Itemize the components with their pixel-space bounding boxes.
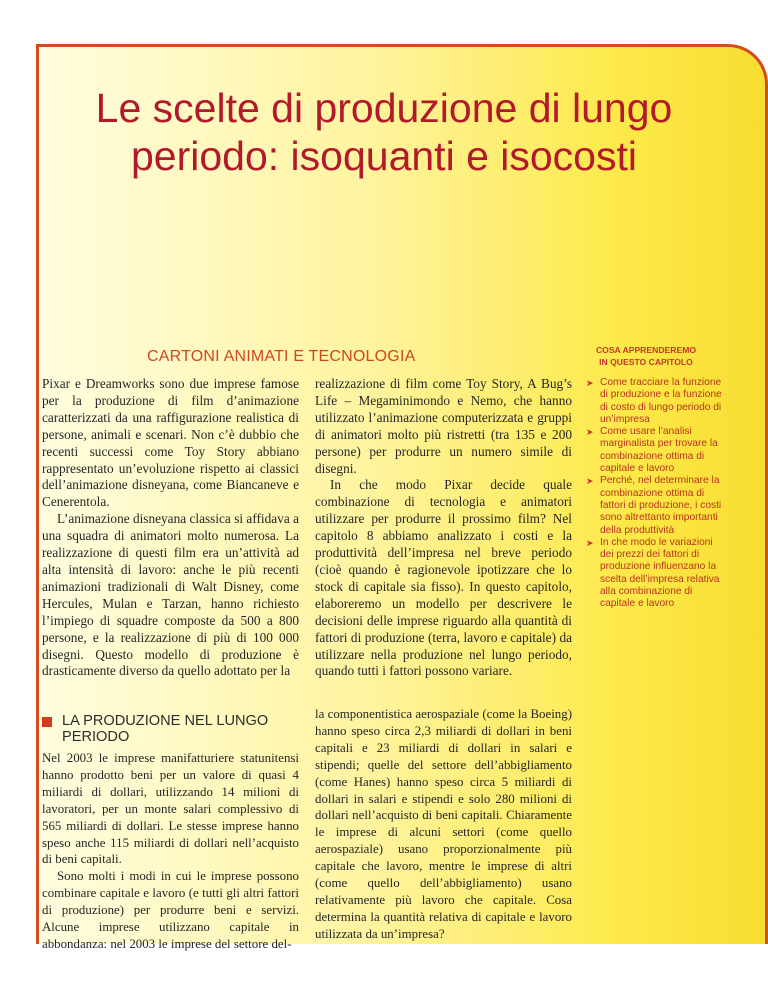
learn-list-item xyxy=(586,475,726,536)
learn-heading xyxy=(576,345,716,368)
chapter-title-line-1: Le scelte di produzione di lungo xyxy=(95,85,673,131)
learn-item-text: Perché, nel determinare la combinazione ottima di fattori di produzione, i costi sono altrettanto importanti della produttività xyxy=(600,475,722,536)
arrow-bullet-icon: ➤ xyxy=(586,537,594,548)
section-heading xyxy=(42,713,268,745)
section-heading-line-2: PERIODO xyxy=(62,729,130,745)
learn-list-item xyxy=(586,377,726,426)
square-bullet-icon xyxy=(42,717,52,727)
learn-list-item xyxy=(586,426,726,475)
section-paragraph: Sono molti i modi in cui le imprese possono combinare capitale e lavoro (e tutti gli altri fattori di produzione) per produrre beni e servizi. Alcune imprese utilizzano capitale in abbondanza: nel 2003 le imprese del settore del- xyxy=(42,869,299,951)
intro-column-1 xyxy=(42,376,299,680)
intro-heading: CARTONI ANIMATI E TECNOLOGIA xyxy=(147,348,416,365)
section-paragraph: Nel 2003 le imprese manifatturiere statunitensi hanno prodotto beni per un valore di quasi 4 miliardi di dollari, utilizzando 14 milioni di lavoratori, per un monte salari complessivo di 565 miliardi di dollari. Le stesse imprese hanno speso anche 115 miliardi di dollari nell’acquisto di beni capitali. xyxy=(42,751,299,867)
section-column-2 xyxy=(315,706,572,943)
learn-heading-line-2: IN QUESTO CAPITOLO xyxy=(599,356,693,367)
learn-list-item xyxy=(586,537,726,611)
intro-paragraph: Pixar e Dreamworks sono due imprese famose per la produzione di film d’animazione caratterizzati da una raffigurazione realistica di persone, animali e scenari. Non c’è dubbio che recenti successi come Toy Story abbiano rappresentato un’evoluzione rispetto ai classici dell’animazione disneyana, come Biancaneve e Cenerentola. xyxy=(42,376,299,510)
learn-item-text: Come usare l’analisi marginalista per trovare la combinazione ottima di capitale e lavoro xyxy=(600,426,718,475)
intro-column-2 xyxy=(315,376,572,680)
section-heading-text xyxy=(62,713,268,745)
arrow-bullet-icon: ➤ xyxy=(586,378,594,388)
arrow-bullet-icon: ➤ xyxy=(586,476,594,487)
section-paragraph: la componentistica aerospaziale (come la Boeing) hanno speso circa 2,3 miliardi di dollari in beni capitali e 23 miliardi di dollari in salari e stipendi; quelle del settore dell’abbigliamento (come Hanes) hanno speso circa 5 miliardi di dollari in salari e stipendi e solo 280 milioni di dollari nell’acquisto di beni capitali. Chiaramente le imprese di alcuni settori (come quello aerospaziale) usano proporzionalmente più capitale che lavoro, mentre le imprese di altri (come quello dell’abbigliamento) usano relativamente più lavoro che capitale. Cosa determina la quantità relativa di capitale e lavoro utilizzata da un’impresa? xyxy=(315,707,572,941)
intro-paragraph: realizzazione di film come Toy Story, A Bug’s Life – Megaminimondo e Nemo, che hanno utilizzato l’animazione computerizzata e gruppi di animatori molto più ristretti (tra 135 e 200 persone) per produrre un numero simile di disegni. xyxy=(315,376,572,476)
chapter-title xyxy=(40,84,728,181)
learn-item-text: In che modo le variazioni dei prezzi dei fattori di produzione influenzano la scelta dell’impresa relativa alla combinazione di capitale e lavoro xyxy=(600,536,720,610)
learn-list xyxy=(586,377,726,611)
section-heading-line-1: LA PRODUZIONE NEL LUNGO xyxy=(62,713,269,729)
learn-item-text: Come tracciare la funzione di produzione e la funzione di costo di lungo periodo di un’impresa xyxy=(600,377,722,425)
section-column-1 xyxy=(42,750,299,953)
arrow-bullet-icon: ➤ xyxy=(586,427,594,438)
intro-paragraph: L’animazione disneyana classica si affidava a una squadra di animatori molto numerosa. La realizzazione di questi film era un’attività ad alta intensità di lavoro: anche le più recenti animazioni tradizionali di Walt Disney, come Hercules, Mulan e Tarzan, hanno richiesto l’impiego di squadre composte da 500 a 800 persone, e la realizzazione di più di 100 000 disegni. Questo modello di produzione è drasticamente diverso da quello adottato per la xyxy=(42,511,299,679)
chapter-title-line-2: periodo: isoquanti e isocosti xyxy=(131,133,637,180)
intro-paragraph: In che modo Pixar decide quale combinazione di tecnologia e animatori utilizzare per produrre il prossimo film? Nel capitolo 8 abbiamo analizzato i costi e la produttività dell’impresa nel breve periodo (cioè quando è ragionevole ipotizzare che lo stock di capitale sia fisso). In questo capitolo, elaboreremo un modello per descrivere le decisioni delle imprese riguardo alla quantità di fattori di produzione (terra, lavoro e capitale) da utilizzare nella produzione nel lungo periodo, quando tutti i fattori possono variare. xyxy=(315,477,572,679)
learn-heading-line-1: COSA APPRENDEREMO xyxy=(595,345,697,355)
